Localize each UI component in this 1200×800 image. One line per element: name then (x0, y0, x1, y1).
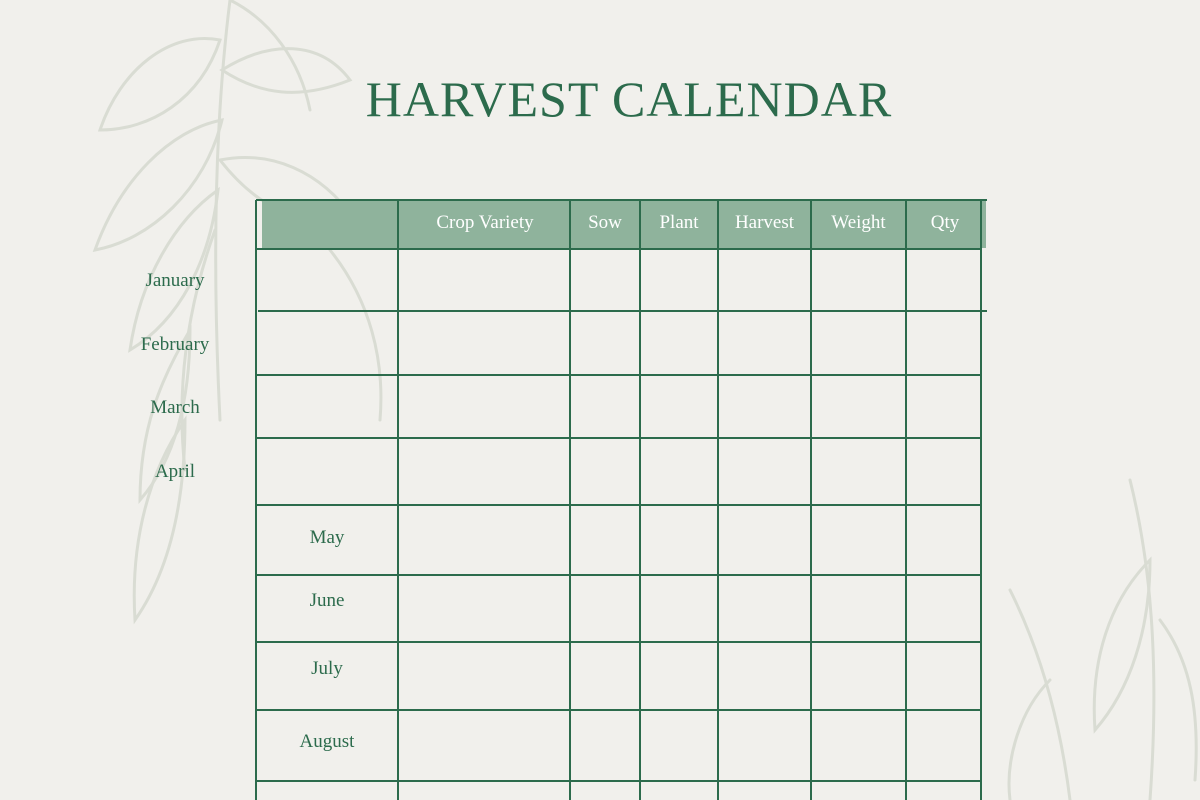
month-label-february: February (140, 334, 210, 355)
month-label-august: August (299, 731, 355, 752)
column-header-qty: Qty (930, 212, 960, 233)
month-label-march: March (150, 397, 200, 418)
page-title: HARVEST CALENDAR (365, 71, 893, 127)
column-header-plant: Plant (659, 212, 699, 233)
column-header-sow: Sow (588, 212, 622, 233)
month-label-july: July (311, 658, 343, 679)
column-header-crop-variety: Crop Variety (436, 212, 534, 233)
column-header-weight: Weight (831, 212, 886, 233)
column-header-harvest: Harvest (734, 212, 795, 233)
month-label-january: January (145, 270, 205, 291)
month-label-april: April (154, 461, 196, 482)
month-label-june: June (309, 590, 345, 611)
month-label-may: May (309, 527, 345, 548)
